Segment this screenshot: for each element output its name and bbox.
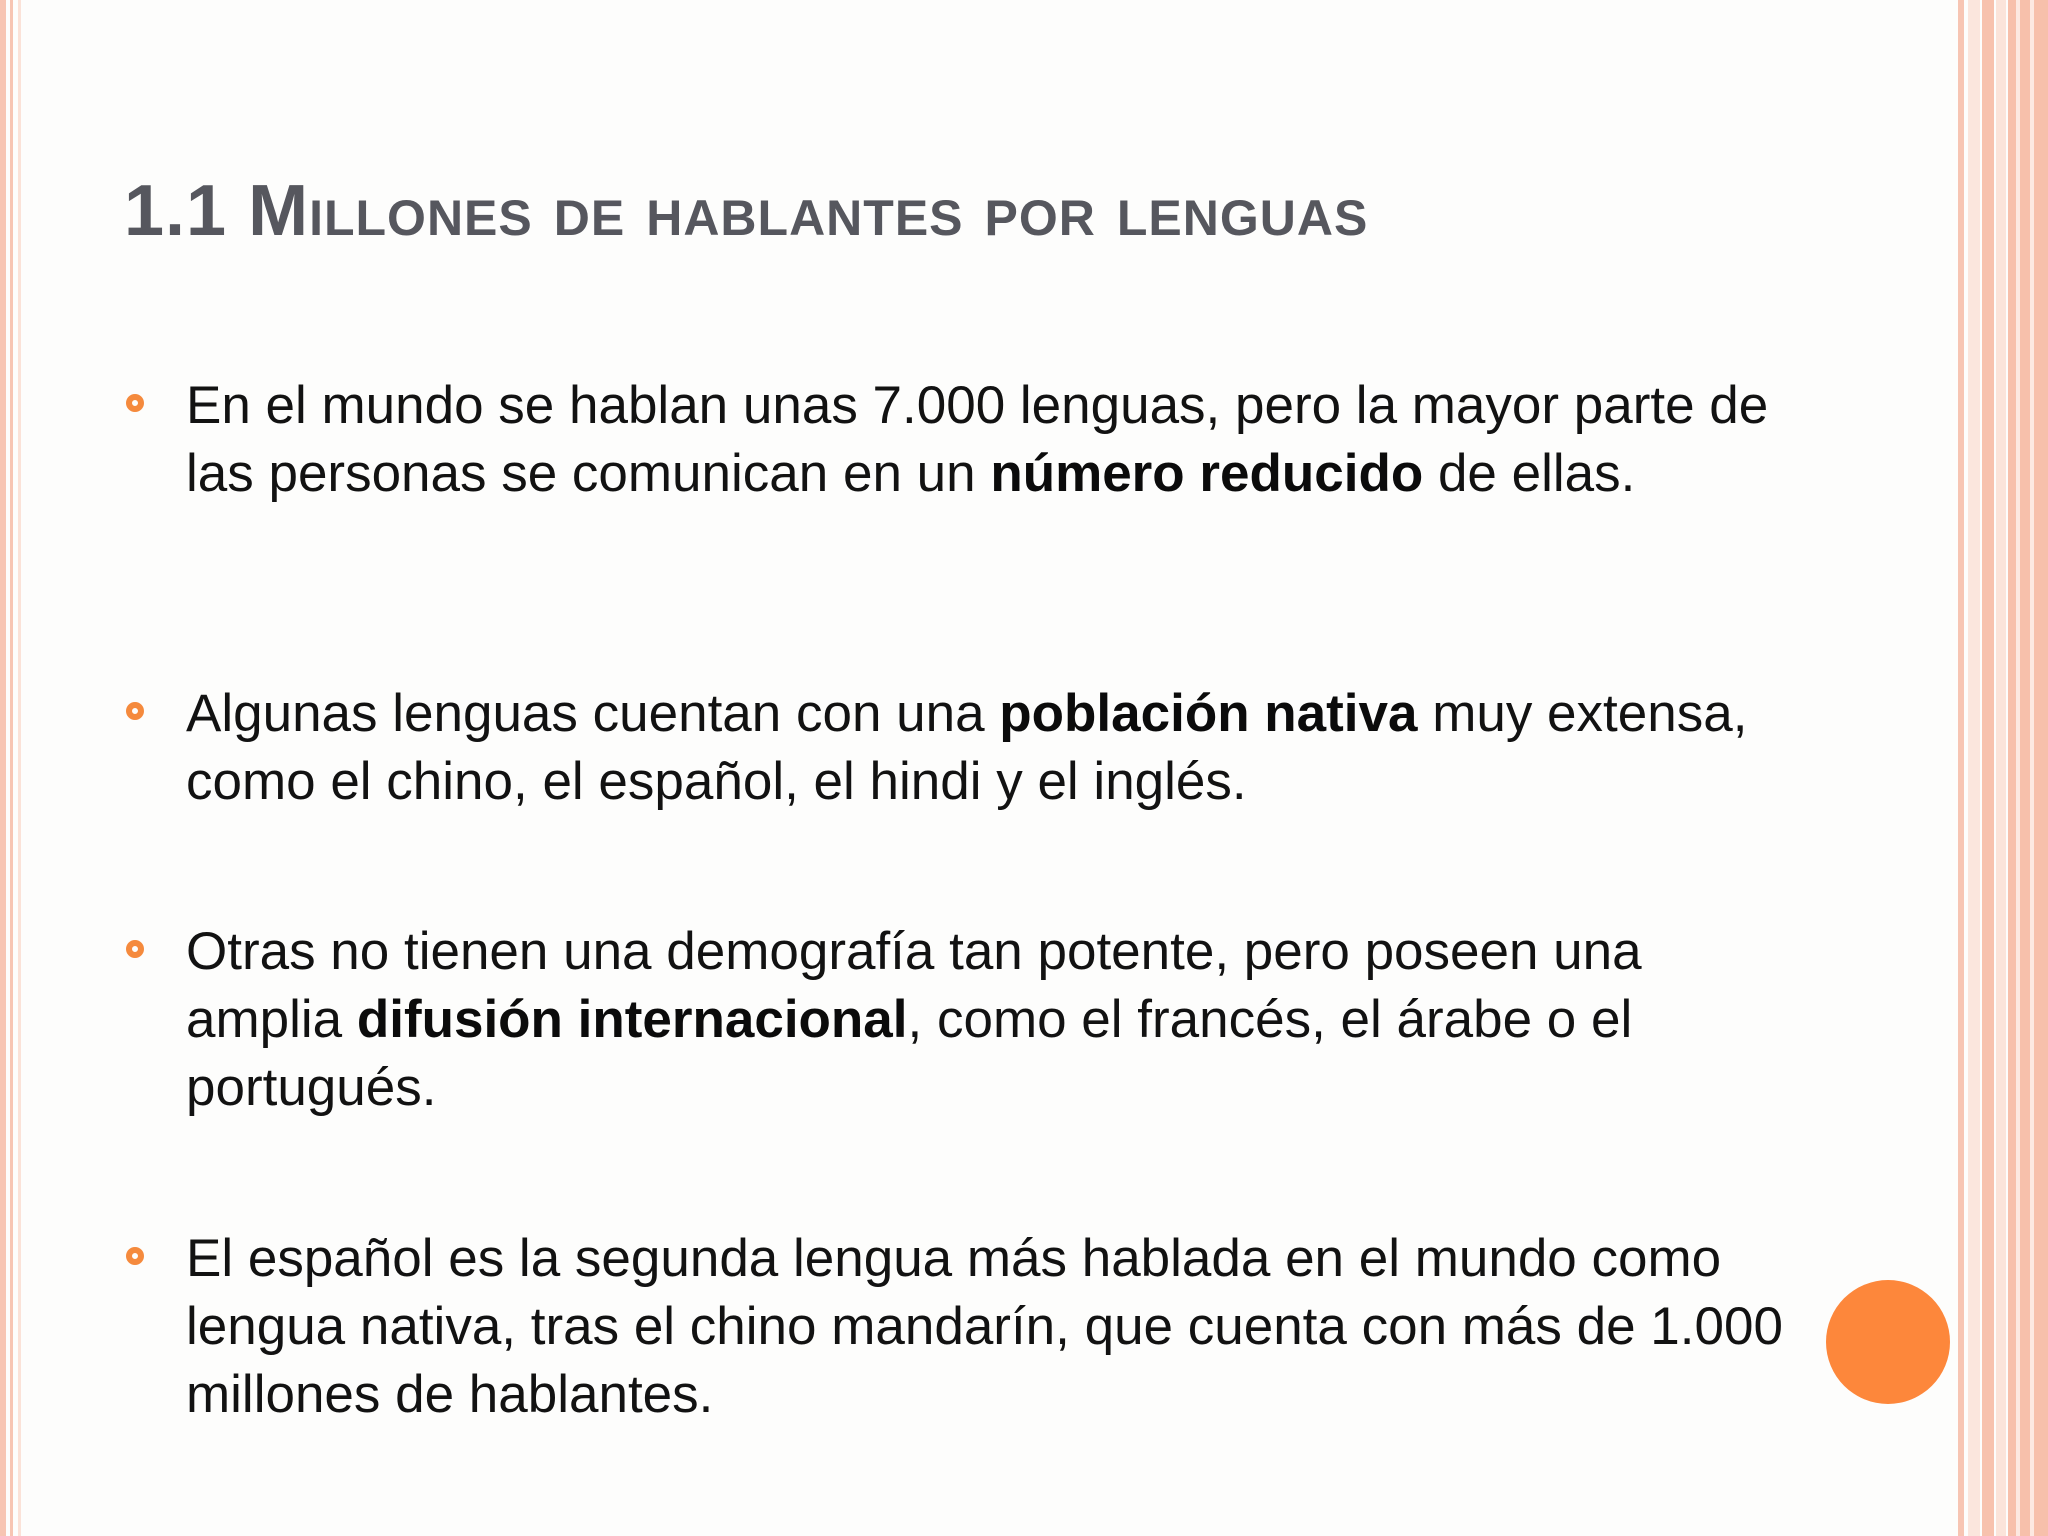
bullet-emphasis: difusión internacional	[356, 990, 908, 1049]
bullet-text	[186, 1225, 1786, 1429]
left-border-stripe	[18, 0, 21, 1536]
bullet-text	[186, 918, 1786, 1122]
bullet-emphasis: número reducido	[990, 444, 1424, 503]
bullet-ring-icon	[126, 702, 144, 720]
bullet-emphasis: población nativa	[999, 684, 1418, 743]
bullet-text-part: , como el francés, el árabe o el portugués.	[186, 990, 1633, 1117]
bullet-text	[186, 680, 1786, 816]
bullet-text-part: de ellas.	[1423, 444, 1636, 503]
right-border-stripe	[2030, 0, 2034, 1536]
right-border-stripe	[1958, 0, 1964, 1536]
bullet-text-part: muy extensa, como el chino, el español, el hindi y el inglés.	[186, 684, 1748, 811]
left-border-stripe	[10, 0, 13, 1536]
right-border-stripe	[2016, 0, 2020, 1536]
left-border-stripe	[0, 0, 6, 1536]
bullet-ring-icon	[126, 940, 144, 958]
right-border-stripe	[1968, 0, 1980, 1536]
bullet-text-part: Otras no tienen una demografía tan potente, pero poseen una amplia	[186, 922, 1642, 1049]
bullet-text	[186, 372, 1786, 508]
right-border-stripe	[1982, 0, 1994, 1536]
bullet-ring-icon	[126, 394, 144, 412]
decorative-orange-circle	[1826, 1280, 1950, 1404]
bullet-ring-icon	[126, 1247, 144, 1265]
bullet-text-part: El español es la segunda lengua más hablada en el mundo como lengua nativa, tras el chino mandarín, que cuenta con más de 1.000 millones de hablantes.	[186, 1229, 1783, 1424]
right-border-stripe	[1996, 0, 2006, 1536]
bullet-text-part: En el mundo se hablan unas 7.000 lenguas, pero la mayor parte de las personas se comunican en un	[186, 376, 1769, 503]
bullet-text-part: Algunas lenguas cuentan con una	[186, 684, 1000, 743]
slide-title: 1.1 Millones de hablantes por lenguas	[124, 171, 1369, 251]
right-border-stripe	[2008, 0, 2048, 1536]
